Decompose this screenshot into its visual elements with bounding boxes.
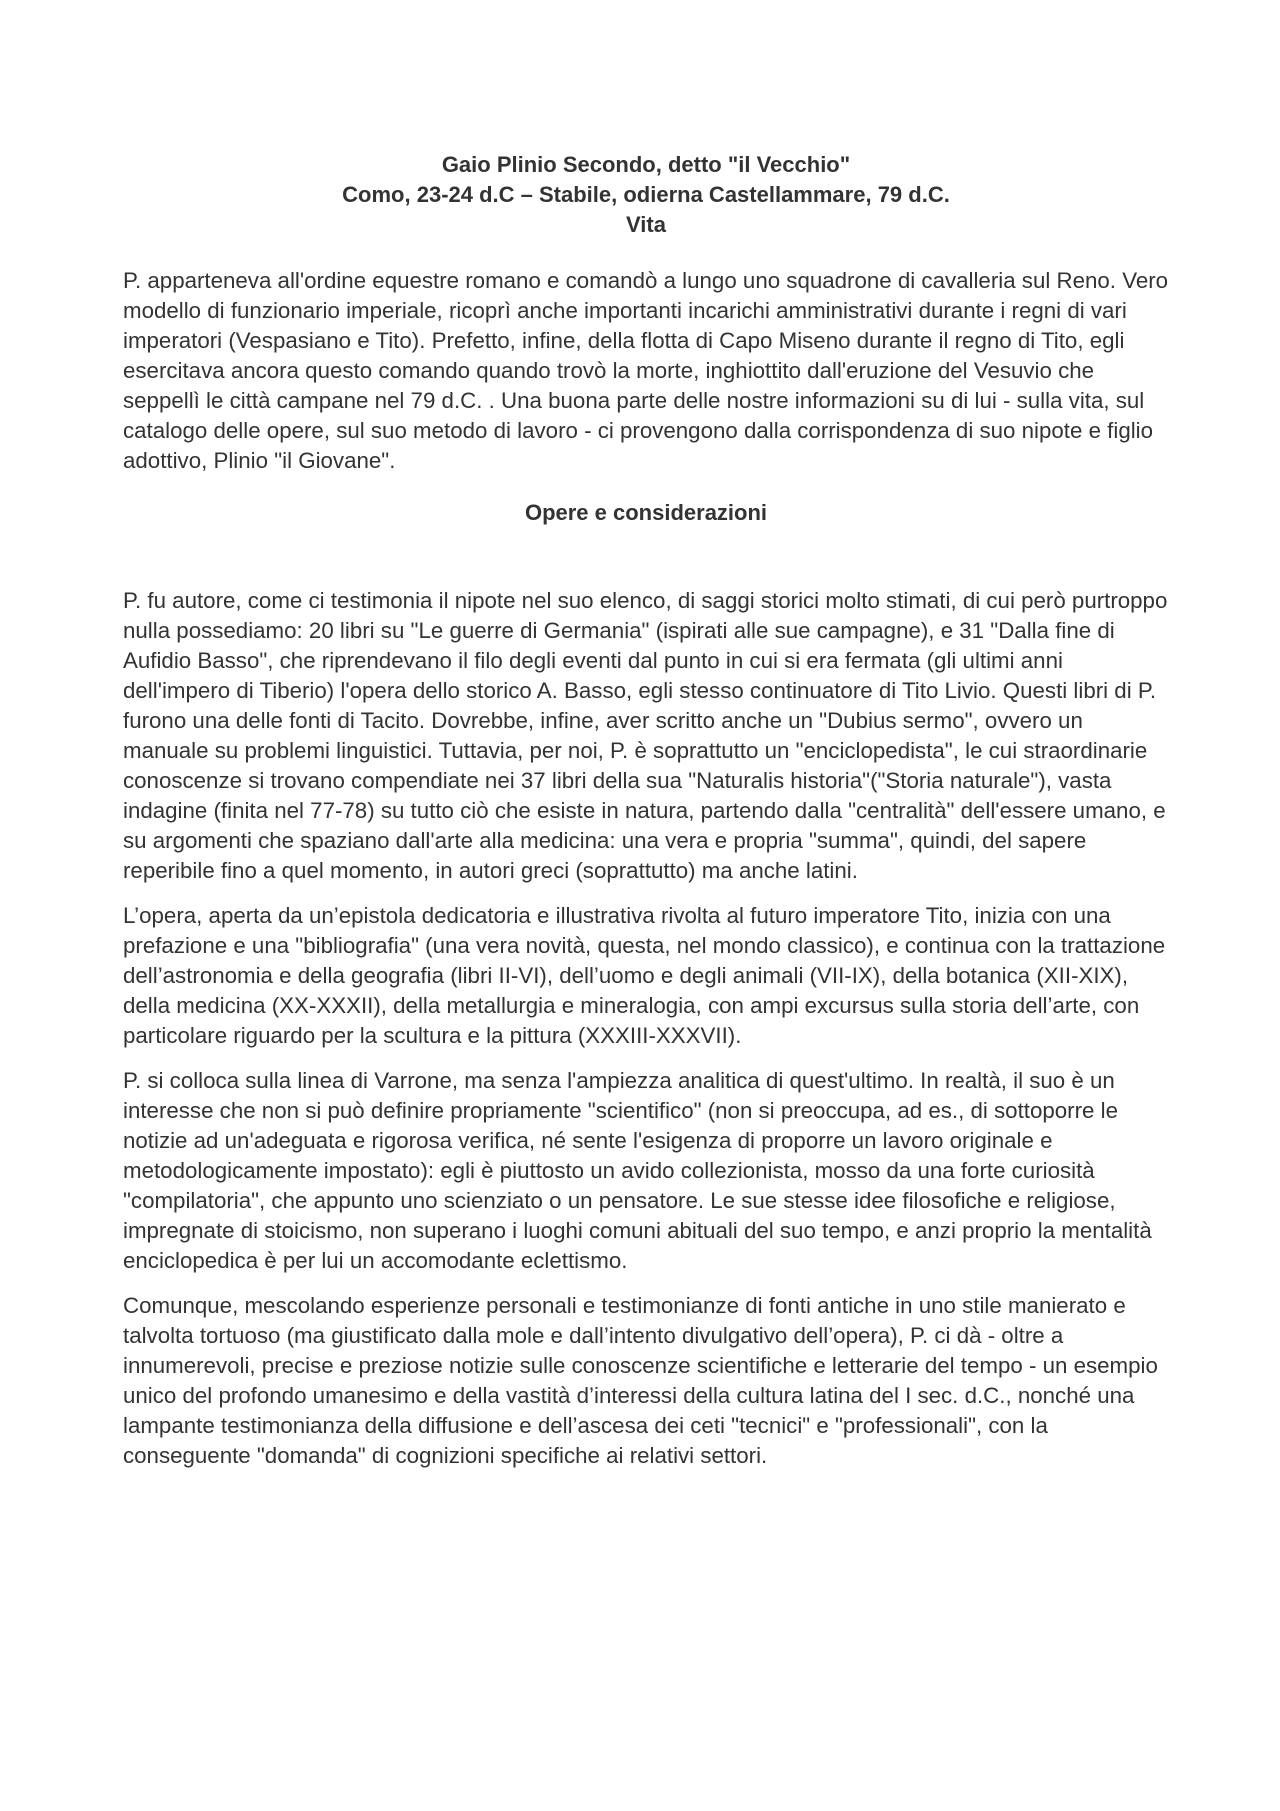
- opere-paragraph-1: P. fu autore, come ci testimonia il nipote nel suo elenco, di saggi storici molto stimati, di cui però purtroppo nulla possediamo: 20 libri su "Le guerre di Germania" (ispirati alle sue campagne), e 31 "Dalla fine di Aufidio Basso", che riprendevano il filo degli eventi dal punto in cui si era fermata (gli ultimi anni dell'impero di Tiberio) l'opera dello storico A. Basso, egli stesso continuatore di Tito Livio. Questi libri di P. furono una delle fonti di Tacito. Dovrebbe, infine, aver scritto anche un "Dubius sermo", ovvero un manuale su problemi linguistici. Tuttavia, per noi, P. è soprattutto un "enciclopedista", le cui straordinarie conoscenze si trovano compendiate nei 37 libri della sua "Naturalis historia"("Storia naturale"), vasta indagine (finita nel 77-78) su tutto ciò che esiste in natura, partendo dalla "centralità" dell'essere umano, e su argomenti che spaziano dall'arte alla medicina: una vera e propria "summa", quindi, del sapere reperibile fino a quel momento, in autori greci (soprattutto) ma anche latini.: [123, 588, 1168, 883]
- title-block: [123, 150, 1169, 240]
- section-heading-opere: Opere e considerazioni: [524, 500, 768, 525]
- vita-paragraph: P. apparteneva all'ordine equestre romano e comandò a lungo uno squadrone di cavalleria sul Reno. Vero modello di funzionario imperiale, ricoprì anche importanti incarichi amministrativi durante i regni di vari imperatori (Vespasiano e Tito). Prefetto, infine, della flotta di Capo Miseno durante il regno di Tito, egli esercitava ancora questo comando quando trovò la morte, inghiottito dall'eruzione del Vesuvio che seppellì le città campane nel 79 d.C. . Una buona parte delle nostre informazioni su di lui - sulla vita, sul catalogo delle opere, sul suo metodo di lavoro - ci provengono dalla corrispondenza di suo nipote e figlio adottivo, Plinio "il Giovane".: [123, 268, 1169, 473]
- document-dates: Como, 23-24 d.C – Stabile, odierna Castellammare, 79 d.C.: [342, 182, 950, 207]
- opere-paragraph-2: L’opera, aperta da un’epistola dedicatoria e illustrativa rivolta al futuro imperatore Tito, inizia con una prefazione e una "bibliografia" (una vera novità, questa, nel mondo classico), e continua con la trattazione dell’astronomia e della geografia (libri II-VI), dell’uomo e degli animali (VII-IX), della botanica (XII-XIX), della medicina (XX-XXXII), della metallurgia e mineralogia, con ampi excursus sulla storia dell’arte, con particolare riguardo per la scultura e la pittura (XXXIII-XXXVII).: [123, 903, 1166, 1048]
- section-heading-vita: Vita: [626, 212, 666, 237]
- document-page: [123, 150, 1169, 1471]
- opere-paragraph-3: P. si colloca sulla linea di Varrone, ma senza l'ampiezza analitica di quest'ultimo. In realtà, il suo è un interesse che non si può definire propriamente "scientifico" (non si preoccupa, ad es., di sottoporre le notizie ad un'adeguata e rigorosa verifica, né sente l'esigenza di proporre un lavoro originale e metodologicamente impostato): egli è piuttosto un avido collezionista, mosso da una forte curiosità "compilatoria", che appunto uno scienziato o un pensatore. Le sue stesse idee filosofiche e religiose, impregnate di stoicismo, non superano i luoghi comuni abituali del suo tempo, e anzi proprio la mentalità enciclopedica è per lui un accomodante eclettismo.: [123, 1068, 1152, 1273]
- document-title: Gaio Plinio Secondo, detto "il Vecchio": [441, 152, 851, 177]
- opere-paragraph-4: Comunque, mescolando esperienze personali e testimonianze di fonti antiche in uno stile manierato e talvolta tortuoso (ma giustificato dalla mole e dall’intento divulgativo dell’opera), P. ci dà - oltre a innumerevoli, precise e preziose notizie sulle conoscenze scientifiche e letterarie del tempo - un esempio unico del profondo umanesimo e della vastità d’interessi della cultura latina del I sec. d.C., nonché una lampante testimonianza della diffusione e dell’ascesa dei ceti "tecnici" e "professionali", con la conseguente "domanda" di cognizioni specifiche ai relativi settori.: [123, 1293, 1158, 1468]
